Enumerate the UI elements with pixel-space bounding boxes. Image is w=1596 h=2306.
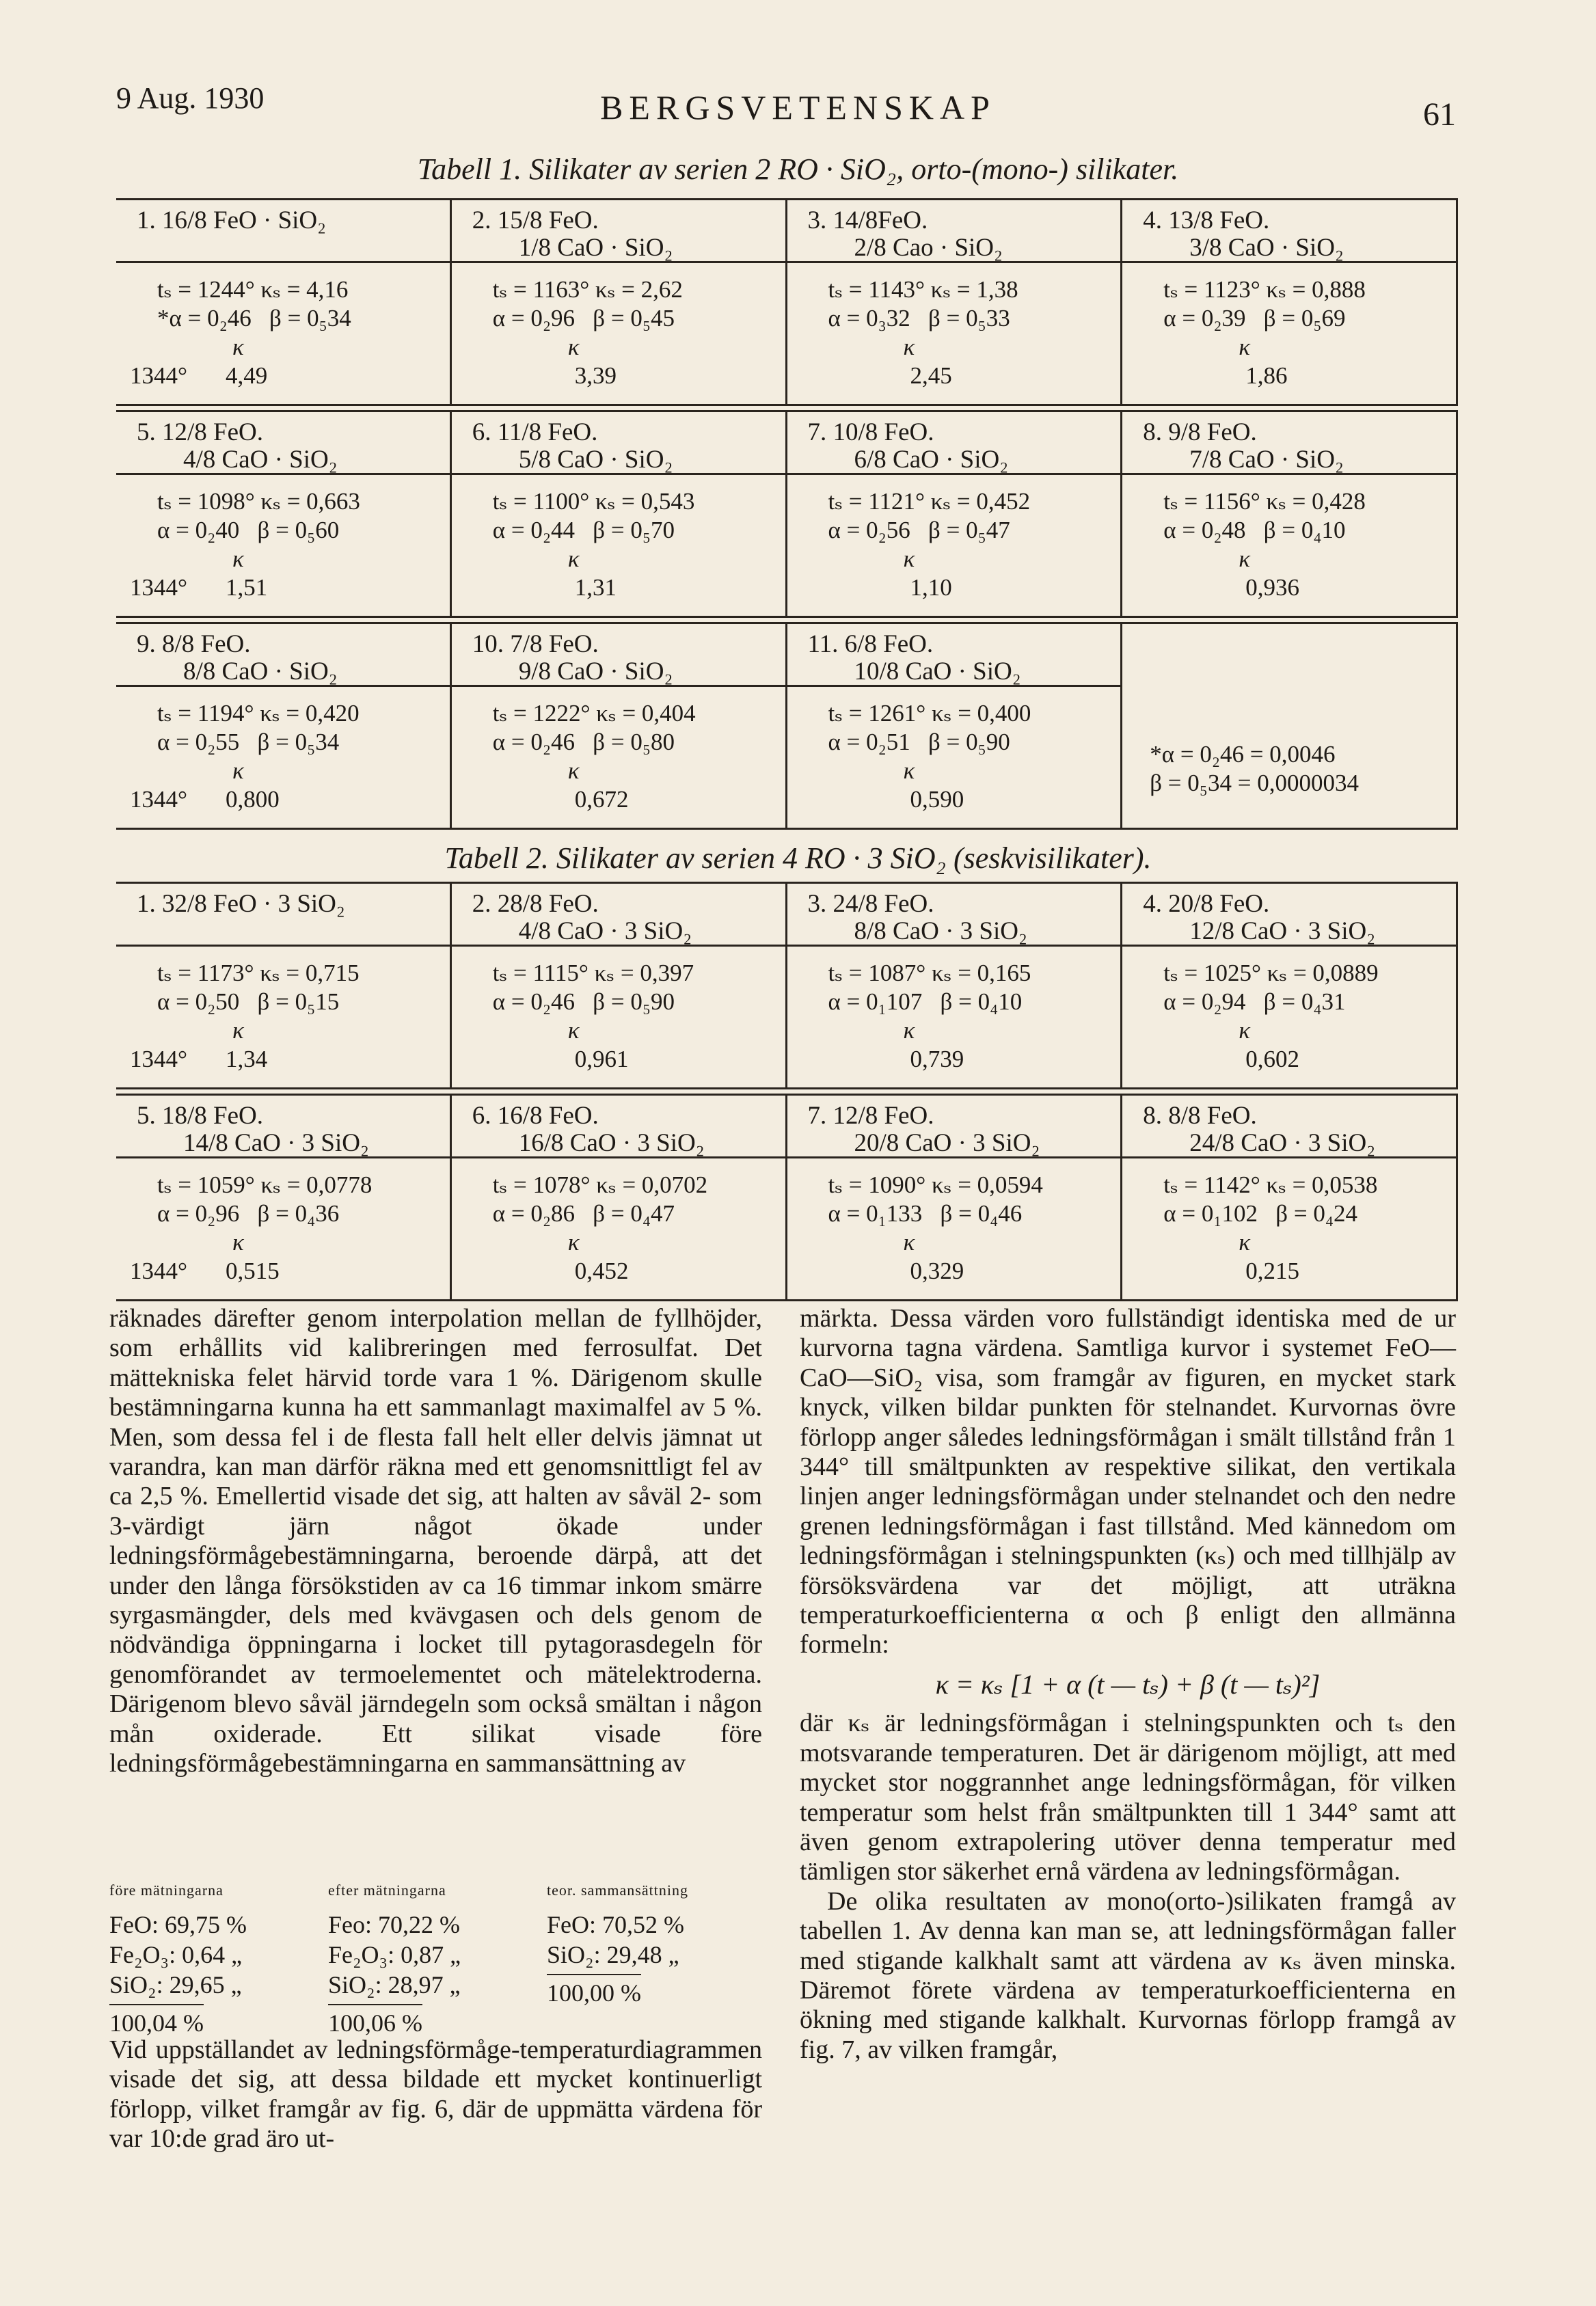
cell-number: 8. <box>1143 418 1162 446</box>
cell-formula-line2: 8/8 CaO · SiO₂ <box>183 657 338 686</box>
cell-formula-line2: 12/8 CaO · 3 SiO₂ <box>1189 917 1376 945</box>
temp-1344: 1344° <box>130 574 187 601</box>
kappa-symbol: κ <box>567 545 580 572</box>
alpha-value: α = 0₁107 <box>828 988 923 1015</box>
cell-formula-line2: 5/8 CaO · SiO₂ <box>518 446 673 474</box>
ts-value: tₛ = 1222° <box>492 700 591 727</box>
cell-formula: 15/8 FeO. <box>497 206 599 234</box>
kappa-symbol: κ <box>232 1229 244 1256</box>
ts-value: tₛ = 1163° <box>492 276 590 303</box>
kappa-1344-value: 0,800 <box>226 786 280 813</box>
cell-formula-line2: 16/8 CaO · 3 SiO₂ <box>518 1129 705 1157</box>
right-paragraph-1: märkta. Dessa värden voro fullständigt identiska med de ur kurvorna tagna värdena. Samtliga kurvor i systemet FeO—CaO—SiO₂ visa, som framgår av figuren, en mycket stark knyck, vilken bildar punkten för stelnandet. Kurvornas övre förlopp anger således ledningsförmågan i smält tillstånd från 1 344° till smältpunkten av respektive silikat, den vertikala linjen anger ledningsförmågan under stelnandet och den nedre grenen ledningsförmågan i fast tillstånd. Med kännedom om ledningsförmågan i stelningspunkten (κₛ) och med tillhjälp av försöksvärdena var det möjligt, att uträkna temperaturkoefficienterna α och β enligt den allmänna formeln: <box>800 1304 1456 1659</box>
beta-value: β = 0₅90 <box>928 729 1010 755</box>
kappa-symbol: κ <box>232 334 244 360</box>
table-cell <box>1120 200 1456 404</box>
beta-value: β = 0₅60 <box>257 517 340 543</box>
cell-number: 7. <box>807 1102 827 1130</box>
journal-title: BERGSVETENSKAP <box>600 88 996 126</box>
cell-formula-line2: 4/8 CaO · SiO₂ <box>183 446 338 474</box>
cell-body <box>452 475 785 602</box>
alpha-value: α = 0₂56 <box>828 517 910 543</box>
table-cell <box>450 624 785 828</box>
kappa-s-value: κₛ = 0,663 <box>260 488 360 515</box>
cell-formula-line2: 7/8 CaO · SiO₂ <box>1189 446 1344 474</box>
cell-number: 2. <box>472 206 491 234</box>
ts-value: tₛ = 1261° <box>828 700 926 727</box>
composition-line: Fe₂O₃: 0,87 „ <box>328 1941 461 1968</box>
table-cell <box>450 884 785 1087</box>
table-cell <box>116 412 450 616</box>
composition-line: Fe₂O₃: 0,64 „ <box>109 1941 243 1968</box>
page-number: 61 <box>1423 96 1456 133</box>
left-paragraph-1: räknades därefter genom interpolation mellan de fyllhöjder, som erhållits vid kalibreringen med ferrosulfat. Det mättekniska felet härvid torde vara 1 %. Därigenom skulle bestämningarna kunna ha ett sammanlagt maximalfel av 5 %. Men, som dessa fel i de flesta fall helt eller delvis jämnat ut varandra, kan man därför räkna med ett genomsnittligt fel av ca 2,5 %. Emellertid visade det sig, att halten av såväl 2- som 3-värdigt järn något ökade under ledningsförmågebestämningarna, beroende därpå, att det under den långa försökstiden av ca 16 timmar inkom smärre syrgasmängder, dels med kvävgasen och dels genom de nödvändiga öppningarna i locket till pytagorasdegeln för genomförandet av termoelementet och mätelektroderna. Därigenom blevo såväl järndegeln som också smältan i någon mån oxiderade. Ett silikat visade före ledningsförmågebestämningarna en sammansättning av <box>109 1304 762 1778</box>
kappa-s-value: κₛ = 0,428 <box>1266 488 1366 515</box>
beta-value: β = 0₅34 <box>269 305 351 331</box>
cell-formula-line2: 20/8 CaO · 3 SiO₂ <box>854 1129 1040 1157</box>
table2-block <box>116 882 1458 1089</box>
kappa-s-value: κₛ = 0,0702 <box>596 1171 708 1198</box>
cell-header <box>116 412 450 475</box>
formula: κ = κₛ [1 + α (t — tₛ) + β (t — tₛ)²] <box>935 1668 1321 1700</box>
cell-header <box>116 624 450 687</box>
cell-body <box>1122 475 1456 602</box>
kappa-symbol: κ <box>232 1017 244 1044</box>
table-cell <box>116 1096 450 1299</box>
alpha-value: α = 0₂39 <box>1163 305 1246 331</box>
table-cell <box>1120 624 1456 828</box>
left-paragraph-2: Vid uppställandet av ledningsförmåge-temperaturdiagrammen visade det sig, att dessa bildade ett mycket kontinuerligt förlopp, vilket framgår av fig. 6, där de uppmätta värdena för var 10:de grad äro ut- <box>109 2035 762 2154</box>
table-cell <box>116 624 450 828</box>
kappa-symbol: κ <box>903 1017 915 1044</box>
footnote <box>1122 624 1456 798</box>
composition-line: FeO: 69,75 % <box>109 1911 247 1938</box>
temp-1344: 1344° <box>130 786 187 813</box>
kappa-s-value: κₛ = 2,62 <box>595 276 683 303</box>
cell-formula: 12/8 FeO. <box>162 418 263 446</box>
cell-body <box>452 263 785 390</box>
cell-formula: 14/8FeO. <box>833 206 928 234</box>
cell-header <box>452 884 785 947</box>
cell-formula-line2: 24/8 CaO · 3 SiO₂ <box>1189 1129 1376 1157</box>
cell-number: 3. <box>807 890 827 918</box>
cell-header <box>452 200 785 263</box>
kappa-1344-value: 1,51 <box>226 574 268 601</box>
kappa-symbol: κ <box>1239 1017 1251 1044</box>
ts-value: tₛ = 1194° <box>157 700 254 727</box>
cell-number: 1. <box>137 890 156 918</box>
cell-body <box>1122 947 1456 1074</box>
beta-value: β = 0₄36 <box>257 1200 340 1227</box>
alpha-value: α = 0₂48 <box>1163 517 1246 543</box>
composition-head: före mätningarna <box>109 1882 224 1899</box>
cell-formula: 32/8 FeO · 3 SiO₂ <box>162 890 345 918</box>
composition-head: teor. sammansättning <box>547 1882 688 1899</box>
cell-header <box>787 884 1121 947</box>
ts-value: tₛ = 1143° <box>828 276 925 303</box>
ts-value: tₛ = 1100° <box>492 488 590 515</box>
beta-value: β = 0₅33 <box>928 305 1010 331</box>
table-cell <box>450 1096 785 1299</box>
cell-header <box>787 1096 1121 1158</box>
cell-header <box>787 624 1121 687</box>
beta-value: β = 0₄10 <box>1263 517 1346 543</box>
alpha-value: α = 0₂86 <box>492 1200 576 1227</box>
kappa-symbol: κ <box>232 757 244 784</box>
kappa-s-value: κₛ = 0,543 <box>595 488 695 515</box>
kappa-s-value: κₛ = 0,888 <box>1266 276 1366 303</box>
cell-body <box>787 687 1121 814</box>
cell-number: 6. <box>472 1102 491 1130</box>
ts-value: tₛ = 1173° <box>157 960 254 986</box>
cell-formula: 28/8 FeO. <box>497 890 599 918</box>
cell-number: 7. <box>807 418 827 446</box>
ts-value: tₛ = 1090° <box>828 1171 926 1198</box>
cell-header <box>452 412 785 475</box>
cell-number: 10. <box>472 630 504 658</box>
cell-body <box>787 1158 1121 1286</box>
kappa-symbol: κ <box>1239 1229 1251 1256</box>
kappa-s-value: κₛ = 0,0594 <box>932 1171 1043 1198</box>
kappa-1344-value: 0,739 <box>910 1046 964 1072</box>
kappa-s-value: κₛ = 0,404 <box>596 700 696 727</box>
cell-body <box>452 947 785 1074</box>
right-paragraph-2: där κₛ är ledningsförmågan i stelningspunkten och tₛ den motsvarande temperaturen. Det är därigenom möjligt, att med mycket stor noggrannhet ange ledningsförmågan, för vilken temperatur som helst från smältpunkten till 1 344° samt att även genom extrapolering utöver denna temperatur med tämligen stor säkerhet ernå värdena av ledningsförmågan. <box>800 1709 1456 1886</box>
left-column-bottom <box>109 2035 762 2154</box>
composition-theory <box>547 1875 688 2008</box>
cell-formula: 16/8 FeO · SiO₂ <box>162 206 327 234</box>
cell-body <box>116 475 450 602</box>
beta-value: β = 0₅47 <box>928 517 1010 543</box>
table-cell <box>1120 1096 1456 1299</box>
table-cell <box>116 884 450 1087</box>
ts-value: tₛ = 1121° <box>828 488 925 515</box>
cell-formula: 13/8 FeO. <box>1168 206 1270 234</box>
cell-body <box>116 947 450 1074</box>
table-cell <box>450 200 785 404</box>
cell-formula: 11/8 FeO. <box>497 418 598 446</box>
kappa-symbol: κ <box>232 545 244 572</box>
kappa-1344-value: 0,452 <box>574 1258 629 1284</box>
cell-formula-line2: 6/8 CaO · SiO₂ <box>854 446 1009 474</box>
cell-body <box>116 263 450 390</box>
cell-header <box>452 1096 785 1158</box>
kappa-s-value: κₛ = 0,452 <box>930 488 1031 515</box>
table1-block <box>116 198 1458 406</box>
cell-number: 4. <box>1143 890 1162 918</box>
cell-number: 5. <box>137 418 156 446</box>
ts-value: tₛ = 1078° <box>492 1171 591 1198</box>
cell-formula-line2: 2/8 Cao · SiO₂ <box>854 234 1003 262</box>
cell-number: 11. <box>807 630 839 658</box>
table-cell <box>785 200 1121 404</box>
table-cell <box>785 412 1121 616</box>
cell-formula: 7/8 FeO. <box>510 630 599 658</box>
table-cell <box>1120 412 1456 616</box>
cell-header <box>1122 200 1456 263</box>
cell-body <box>787 263 1121 390</box>
right-paragraph-3: De olika resultaten av mono(orto-)silikaten framgå av tabellen 1. Av denna kan man se, att ledningsförmågan faller med stigande kalkhalt samt att värdena av κₛ även minska. Däremot förete värdena av temperaturkoefficienterna en ökning med stigande kalkhalt. Kurvornas förlopp framgå av fig. 7, av vilken framgår, <box>800 1886 1456 2064</box>
beta-value: β = 0₅69 <box>1263 305 1346 331</box>
table2-block <box>116 1094 1458 1301</box>
composition-after <box>328 1875 461 2038</box>
ts-value: tₛ = 1156° <box>1163 488 1260 515</box>
alpha-value: α = 0₂44 <box>492 517 576 543</box>
composition-before <box>109 1875 247 2038</box>
beta-value: β = 0₄24 <box>1275 1200 1358 1227</box>
table-cell <box>116 200 450 404</box>
cell-number: 2. <box>472 890 491 918</box>
alpha-value: α = 0₂96 <box>492 305 576 331</box>
ts-value: tₛ = 1087° <box>828 960 926 986</box>
header-date: 9 Aug. 1930 <box>116 81 265 115</box>
cell-body <box>452 1158 785 1286</box>
table-cell <box>450 412 785 616</box>
alpha-value: α = 0₂94 <box>1163 988 1246 1015</box>
beta-value: β = 0₅34 <box>257 729 340 755</box>
cell-formula: 8/8 FeO. <box>162 630 251 658</box>
cell-formula: 12/8 FeO. <box>833 1102 934 1130</box>
temp-1344: 1344° <box>130 1258 187 1284</box>
cell-body <box>787 475 1121 602</box>
table1-block <box>116 622 1458 830</box>
kappa-1344-value: 0,329 <box>910 1258 964 1284</box>
cell-header <box>452 624 785 687</box>
alpha-value: α = 0₂50 <box>157 988 240 1015</box>
kappa-1344-value: 1,31 <box>574 574 617 601</box>
ts-value: tₛ = 1025° <box>1163 960 1262 986</box>
cell-number: 9. <box>137 630 156 658</box>
composition-total: 100,06 % <box>328 2004 422 2038</box>
beta-value: β = 0₄10 <box>940 988 1023 1015</box>
cell-formula: 20/8 FeO. <box>1168 890 1270 918</box>
kappa-1344-value: 0,961 <box>574 1046 629 1072</box>
kappa-symbol: κ <box>1239 545 1251 572</box>
kappa-1344-value: 0,936 <box>1245 574 1299 601</box>
cell-header <box>1122 1096 1456 1158</box>
composition-total: 100,04 % <box>109 2004 204 2038</box>
cell-formula-line2: 4/8 CaO · 3 SiO₂ <box>518 917 692 945</box>
alpha-value: α = 0₂46 <box>492 988 576 1015</box>
beta-value: β = 0₅15 <box>257 988 340 1015</box>
kappa-s-value: κₛ = 4,16 <box>260 276 349 303</box>
cell-formula-line2: 9/8 CaO · SiO₂ <box>518 657 673 686</box>
kappa-s-value: κₛ = 0,397 <box>594 960 694 986</box>
composition-line: FeO: 70,52 % <box>547 1911 684 1938</box>
cell-formula: 6/8 FeO. <box>844 630 934 658</box>
cell-body <box>452 687 785 814</box>
ts-value: tₛ = 1123° <box>1163 276 1260 303</box>
table-cell <box>1120 884 1456 1087</box>
kappa-1344-value: 1,10 <box>910 574 952 601</box>
cell-header <box>116 1096 450 1158</box>
alpha-value: α = 0₁133 <box>828 1200 923 1227</box>
cell-formula: 16/8 FeO. <box>497 1102 599 1130</box>
kappa-s-value: κₛ = 0,165 <box>932 960 1031 986</box>
table2-caption: Tabell 2. Silikater av serien 4 RO · 3 SiO₂ (seskvisilikater). <box>444 841 1152 875</box>
composition-line: Feo: 70,22 % <box>328 1911 460 1938</box>
kappa-s-value: κₛ = 0,0889 <box>1267 960 1379 986</box>
kappa-1344-value: 1,34 <box>226 1046 268 1072</box>
kappa-symbol: κ <box>567 1017 580 1044</box>
kappa-1344-value: 0,515 <box>226 1258 280 1284</box>
ts-value: tₛ = 1098° <box>157 488 255 515</box>
beta-value: β = 0₄31 <box>1263 988 1346 1015</box>
alpha-value: α = 0₂40 <box>157 517 240 543</box>
table1-caption: Tabell 1. Silikater av serien 2 RO · SiO₂, orto-(mono-) silikater. <box>417 152 1179 186</box>
cell-body <box>116 687 450 814</box>
beta-value: β = 0₄47 <box>593 1200 675 1227</box>
kappa-1344-value: 3,39 <box>574 362 617 389</box>
cell-body <box>1122 1158 1456 1286</box>
cell-header <box>1122 412 1456 475</box>
alpha-value: α = 0₃32 <box>828 305 910 331</box>
composition-head: efter mätningarna <box>328 1882 446 1899</box>
cell-header <box>116 200 450 263</box>
kappa-s-value: κₛ = 0,0778 <box>260 1171 373 1198</box>
kappa-s-value: κₛ = 0,420 <box>260 700 360 727</box>
kappa-1344-value: 2,45 <box>910 362 952 389</box>
kappa-s-value: κₛ = 0,0538 <box>1266 1171 1378 1198</box>
cell-header <box>787 412 1121 475</box>
cell-body <box>1122 263 1456 390</box>
beta-value: β = 0₅45 <box>593 305 675 331</box>
cell-header <box>787 200 1121 263</box>
cell-formula: 8/8 FeO. <box>1168 1102 1257 1130</box>
cell-header <box>1122 884 1456 947</box>
kappa-symbol: κ <box>567 334 580 360</box>
kappa-symbol: κ <box>567 1229 580 1256</box>
beta-value: β = 0₅70 <box>593 517 675 543</box>
footnote-alpha: *α = 0₂46 = 0,0046 <box>1150 741 1336 768</box>
table1-block <box>116 410 1458 618</box>
alpha-value: α = 0₂51 <box>828 729 910 755</box>
kappa-1344-value: 0,672 <box>574 786 629 813</box>
kappa-s-value: κₛ = 0,715 <box>260 960 360 986</box>
table-cell <box>785 884 1121 1087</box>
composition-total: 100,00 % <box>547 1974 641 2008</box>
ts-value: tₛ = 1059° <box>157 1171 255 1198</box>
cell-formula: 24/8 FeO. <box>833 890 934 918</box>
cell-formula-line2: 10/8 CaO · SiO₂ <box>854 657 1021 686</box>
right-column <box>800 1304 1456 2065</box>
cell-formula-line2: 8/8 CaO · 3 SiO₂ <box>854 917 1027 945</box>
cell-number: 5. <box>137 1102 156 1130</box>
kappa-symbol: κ <box>903 545 915 572</box>
left-column <box>109 1304 762 1779</box>
ts-value: tₛ = 1244° <box>157 276 255 303</box>
cell-number: 3. <box>807 206 827 234</box>
cell-formula: 18/8 FeO. <box>162 1102 263 1130</box>
kappa-symbol: κ <box>903 334 915 360</box>
table-cell <box>785 624 1121 828</box>
table-cell <box>785 1096 1121 1299</box>
cell-formula-line2: 1/8 CaO · SiO₂ <box>518 234 673 262</box>
kappa-symbol: κ <box>903 1229 915 1256</box>
beta-value: β = 0₄46 <box>940 1200 1023 1227</box>
beta-value: β = 0₅80 <box>593 729 675 755</box>
kappa-symbol: κ <box>903 757 915 784</box>
composition-line: SiO₂: 29,48 „ <box>547 1941 679 1968</box>
footnote-beta: β = 0₅34 = 0,0000034 <box>1150 770 1359 796</box>
cell-number: 1. <box>137 206 156 234</box>
cell-header <box>116 884 450 947</box>
alpha-value: α = 0₁102 <box>1163 1200 1258 1227</box>
alpha-value: α = 0₂96 <box>157 1200 240 1227</box>
kappa-1344-value: 0,590 <box>910 786 964 813</box>
kappa-symbol: κ <box>1239 334 1251 360</box>
temp-1344: 1344° <box>130 1046 187 1072</box>
cell-number: 4. <box>1143 206 1162 234</box>
kappa-1344-value: 0,215 <box>1245 1258 1299 1284</box>
alpha-value: α = 0₂55 <box>157 729 240 755</box>
kappa-symbol: κ <box>567 757 580 784</box>
ts-value: tₛ = 1142° <box>1163 1171 1260 1198</box>
alpha-value: *α = 0₂46 <box>157 305 252 331</box>
kappa-1344-value: 0,602 <box>1245 1046 1299 1072</box>
kappa-s-value: κₛ = 1,38 <box>930 276 1018 303</box>
alpha-value: α = 0₂46 <box>492 729 576 755</box>
kappa-1344-value: 4,49 <box>226 362 268 389</box>
cell-body <box>787 947 1121 1074</box>
cell-formula: 9/8 FeO. <box>1168 418 1257 446</box>
composition-line: SiO₂: 28,97 „ <box>328 1971 461 1998</box>
kappa-s-value: κₛ = 0,400 <box>932 700 1031 727</box>
cell-number: 8. <box>1143 1102 1162 1130</box>
cell-number: 6. <box>472 418 491 446</box>
cell-formula-line2: 14/8 CaO · 3 SiO₂ <box>183 1129 369 1157</box>
cell-body <box>116 1158 450 1286</box>
beta-value: β = 0₅90 <box>593 988 675 1015</box>
composition-line: SiO₂: 29,65 „ <box>109 1971 242 1998</box>
temp-1344: 1344° <box>130 362 187 389</box>
cell-formula: 10/8 FeO. <box>833 418 934 446</box>
ts-value: tₛ = 1115° <box>492 960 589 986</box>
cell-formula-line2: 3/8 CaO · SiO₂ <box>1189 234 1344 262</box>
kappa-1344-value: 1,86 <box>1245 362 1288 389</box>
